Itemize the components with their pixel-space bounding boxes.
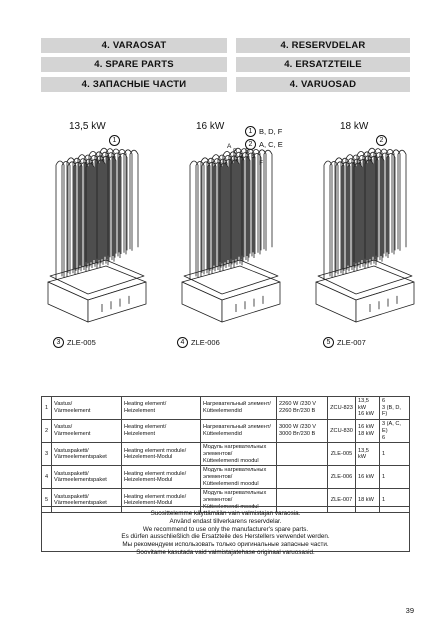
notice-line-et: Soovitame kasutada vaid valmistajatehase originaal varuosasid. <box>136 548 315 556</box>
cell-line: Värmeelement <box>54 408 91 415</box>
table-cell <box>277 397 328 420</box>
cell-line: элементов/ <box>203 450 233 457</box>
table-cell <box>201 443 277 466</box>
heater-illustration-2 <box>170 132 288 344</box>
cell-line: ZCU-830 <box>330 427 353 434</box>
notice-line-en: We recommend to use only the manufacturer's spare parts. <box>142 525 309 533</box>
table-cell <box>380 420 410 443</box>
heating-element-loop <box>56 161 64 280</box>
row-number: 3 <box>42 443 52 466</box>
cell-line: 18 kW <box>358 497 374 504</box>
cell-line: Vastuspaketti/ <box>54 447 89 454</box>
heating-element-loop <box>190 161 198 280</box>
cell-line: Vastus/ <box>54 424 73 431</box>
table-cell <box>356 397 380 420</box>
table-cell <box>328 443 356 466</box>
table-cell <box>52 420 122 443</box>
cell-line: Vastuspaketti/ <box>54 470 89 477</box>
cell-line: 3 (B, D, F) <box>382 404 401 418</box>
power-label-1: 13,5 kW <box>69 121 106 132</box>
callout-number: 2 <box>376 135 387 146</box>
notice-line-ru: Мы рекомендуем использовать только оригинальные запасные части. <box>122 541 329 549</box>
heater-illustration-3 <box>304 132 422 344</box>
cell-line: Heating element module/ <box>124 447 187 454</box>
table-cell <box>356 466 380 489</box>
cell-line: Vastus/ <box>54 401 73 408</box>
table-row <box>42 420 410 443</box>
callout-number: 1 <box>245 126 256 137</box>
parts-table <box>41 396 410 513</box>
table-row <box>42 443 410 466</box>
cell-line: Värmeelement <box>54 431 91 438</box>
cell-line: Küttеelemendid <box>203 431 242 438</box>
letter-a: A <box>227 143 232 150</box>
row-number: 1 <box>42 397 52 420</box>
callout-text: B, D, F <box>259 127 283 136</box>
header-de: 4. ERSATZTEILE <box>236 57 410 72</box>
heating-element-loop <box>258 150 266 253</box>
cell-line: ZLE-007 <box>330 497 353 504</box>
cell-line: 1 <box>382 497 386 504</box>
cell-line: Heizelement-Modul <box>124 500 173 507</box>
cell-line: 2260 W /230 V <box>279 401 317 408</box>
page-number: 39 <box>405 606 414 615</box>
cell-line: Модуль нагревательных <box>203 444 267 451</box>
callout-text: A, C, E <box>259 140 283 149</box>
letter-f: F <box>259 160 263 167</box>
callout-number: 1 <box>109 135 120 146</box>
cell-line: Küttеelemendi moodul <box>203 503 259 510</box>
heater-illustration-1 <box>36 132 154 344</box>
heating-element-loop <box>196 161 204 276</box>
cell-line: элементов/ <box>203 474 233 481</box>
table-cell <box>328 397 356 420</box>
table-cell <box>277 443 328 466</box>
table-row <box>42 466 410 489</box>
callout-number: 5 <box>323 337 334 348</box>
cell-line: 3000 W /230 V <box>279 424 317 431</box>
header-fi: 4. VARAOSAT <box>41 38 227 53</box>
callout-number: 2 <box>245 139 256 150</box>
header-sv: 4. RESERVDELAR <box>236 38 410 53</box>
callout-text: ZLE-006 <box>191 338 220 347</box>
table-cell <box>201 397 277 420</box>
letter-b: B <box>233 148 238 155</box>
cell-line: 3000 Вт/230 В <box>279 431 316 438</box>
cell-line: Värmeelementspaket <box>54 454 107 461</box>
cell-line: Модуль нагревательных <box>203 467 267 474</box>
power-label-3: 18 kW <box>340 121 369 132</box>
notice-line-sv: Använd endast tillverkarens reservdelar. <box>169 517 282 525</box>
callout-number: 4 <box>177 337 188 348</box>
heating-element-loop <box>130 150 138 249</box>
callout-text: ZLE-007 <box>337 338 366 347</box>
cell-line: 18 kW <box>358 431 374 438</box>
cell-line: 16 kW <box>358 424 374 431</box>
cell-line: 16 kW <box>358 474 374 481</box>
table-cell <box>52 466 122 489</box>
cell-line: Küttеelemendi moodul <box>203 480 259 487</box>
table-cell <box>201 466 277 489</box>
cell-line: Heating element/ <box>124 401 167 408</box>
header-en: 4. SPARE PARTS <box>41 57 227 72</box>
row-number: 2 <box>42 420 52 443</box>
table-cell <box>380 443 410 466</box>
cell-line: Vastuspaketti/ <box>54 493 89 500</box>
table-cell <box>122 466 201 489</box>
cell-line: ZLE-005 <box>330 450 353 457</box>
table-cell <box>201 420 277 443</box>
cell-line: Küttеelemendid <box>203 408 242 415</box>
table-cell <box>122 443 201 466</box>
callout-number: 3 <box>53 337 64 348</box>
header-ru: 4. ЗАПАСНЫЕ ЧАСТИ <box>41 77 227 92</box>
cell-line: ZCU-823 <box>330 404 353 411</box>
table-cell <box>356 443 380 466</box>
callout-bottom-2 <box>177 337 220 348</box>
letter-e: E <box>251 153 256 160</box>
cell-line: 2260 Вт/230 В <box>279 408 316 415</box>
heating-element-loop <box>264 150 272 249</box>
power-label-2: 16 kW <box>196 121 225 132</box>
letter-d: D <box>245 148 250 155</box>
cell-line: 13,5 kW <box>358 398 369 411</box>
callout-bottom-3 <box>323 337 366 348</box>
table-cell <box>328 466 356 489</box>
callout-bottom-1 <box>53 337 96 348</box>
cell-line: Heizelement <box>124 408 156 415</box>
table-cell <box>277 466 328 489</box>
table-cell <box>52 397 122 420</box>
heating-element-loop <box>124 150 132 253</box>
cell-line: 1 <box>382 474 386 481</box>
heating-element-loop <box>398 150 406 249</box>
table-cell <box>356 420 380 443</box>
cell-line: Нагревательный элемент/ <box>203 424 271 431</box>
cell-line: 6 <box>382 434 386 441</box>
cell-line: 1 <box>382 450 386 457</box>
row-number: 5 <box>42 489 52 512</box>
row-number: 4 <box>42 466 52 489</box>
table-cell <box>52 443 122 466</box>
cell-line: Värmeelementspaket <box>54 500 107 507</box>
cell-line: Нагревательный элемент/ <box>203 401 271 408</box>
cell-line: 16 kW <box>358 411 374 418</box>
cell-line: Heizelement <box>124 431 156 438</box>
table-cell <box>328 420 356 443</box>
cell-line: Heating element module/ <box>124 470 187 477</box>
cell-line: Heizelement-Modul <box>124 477 173 484</box>
heating-element-loop <box>330 161 338 276</box>
cell-line: Värmeelementspaket <box>54 477 107 484</box>
callout-text: ZLE-005 <box>67 338 96 347</box>
cell-line: Heating element/ <box>124 424 167 431</box>
table-cell <box>380 466 410 489</box>
heating-element-loop <box>62 161 70 276</box>
letter-c: C <box>239 153 244 160</box>
cell-line: Küttеelemendi moodul <box>203 457 259 464</box>
heating-element-loop <box>392 150 400 253</box>
notice-line-de: Es dürfen ausschließlich die Ersatzteile des Herstellers verwendet werden. <box>121 533 330 541</box>
notice-line-fi: Suosittelemme käyttämään vain valmistajan varaosia. <box>150 510 301 517</box>
heating-element-loop <box>324 161 332 280</box>
cell-line: Модуль нагревательных <box>203 490 267 497</box>
table-cell <box>122 420 201 443</box>
cell-line: 6 <box>382 398 386 404</box>
table-row <box>42 397 410 420</box>
cell-line: ZLE-006 <box>330 474 353 481</box>
table-cell <box>122 397 201 420</box>
cell-line: Heizelement-Modul <box>124 454 173 461</box>
table-cell <box>277 420 328 443</box>
cell-line: элементов/ <box>203 497 233 504</box>
table-cell <box>380 397 410 420</box>
cell-line: 13,5 kW <box>358 447 369 461</box>
header-et: 4. VARUOSAD <box>236 77 410 92</box>
cell-line: Heating element module/ <box>124 493 187 500</box>
cell-line: 3 (A, C, E) <box>382 421 401 434</box>
